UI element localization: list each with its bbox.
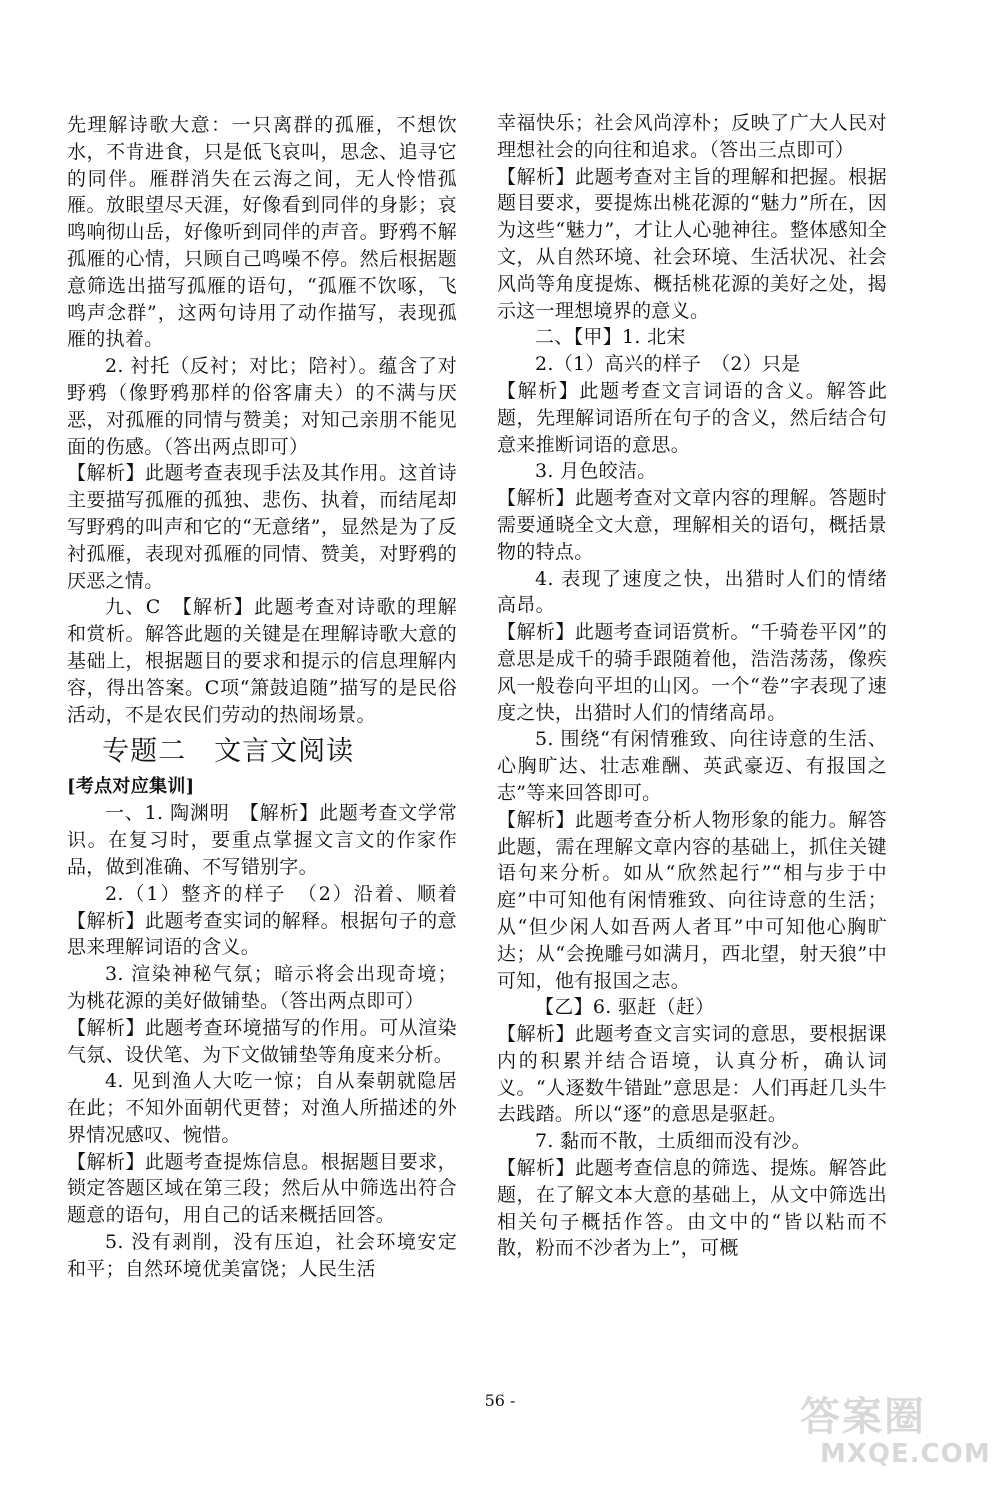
paragraph: 5. 没有剥削，没有压迫，社会环境安定和平；自然环境优美富饶；人民生活 bbox=[67, 1231, 457, 1280]
paragraph: 5. 围绕“有闲情雅致、向往诗意的生活、心胸旷达、壮志难酬、英武豪迈、有报国之志”等来回答即可。 bbox=[497, 728, 887, 804]
paragraph: 幸福快乐；社会风尚淳朴；反映了广大人民对理想社会的向往和追求。（答出三点即可） bbox=[497, 112, 887, 161]
paragraph: 4. 表现了速度之快，出猎时人们的情绪高昂。 bbox=[497, 567, 887, 617]
watermark-logo bbox=[800, 1395, 990, 1485]
paragraph: 4. 见到渔人大吃一惊；自从秦朝就隐居在此；不知外面朝代更替；对渔人所描述的外界情况感叹、惋惜。 bbox=[67, 1070, 457, 1146]
paragraph: 【解析】此题考查提炼信息。根据题目要求，锁定答题区域在第三段；然后从中筛选出符合题意的语句，用自己的话来概括回答。 bbox=[67, 1150, 457, 1227]
paragraph: 【解析】此题考查环境描写的作用。可从渲染气氛、设伏笔、为下文做铺垫等角度来分析。 bbox=[67, 1016, 457, 1066]
section-subtitle: [考点对应集训] bbox=[67, 776, 195, 798]
paragraph: 2. 衬托（反衬；对比；陪衬）。蕴含了对野鸦（像野鸦那样的俗客庸夫）的不满与厌恶，对孤雁的同情与赞美；对知己亲朋不能见面的伤感。（答出两点即可） bbox=[67, 355, 457, 458]
paragraph: 【解析】此题考查文言实词的意思，要根据课内的积累并结合语境，认真分析，确认词义。“人逐数牛错趾”意思是：人们再赶几头牛去践踏。所以“逐”的意思是驱赶。 bbox=[497, 1023, 887, 1126]
paragraph: 【解析】此题考查信息的筛选、提炼。解答此题，在了解文本大意的基础上，从文中筛选出相关句子概括作答。由文中的“皆以粘而不散，粉而不沙者为上”，可概 bbox=[497, 1157, 887, 1260]
paragraph: 3. 渲染神秘气氛；暗示将会出现奇境；为桃花源的美好做铺垫。（答出两点即可） bbox=[67, 963, 457, 1012]
paragraph: 先理解诗歌大意：一只离群的孤雁，不想饮水，不肯进食，只是低飞哀叫，思念、追寻它的同伴。雁群消失在云海之间，无人怜惜孤雁。放眼望尽天涯，好像看到同伴的身影；哀鸣响彻山岳，好像听到同伴的声音。野鸦不解孤雁的心情，只顾自己鸣噪不停。然后根据题意筛选出描写孤雁的语句，“孤雁不饮啄，飞鸣声念群”，这两句诗用了动作描写，表现孤雁的执着。 bbox=[67, 114, 457, 351]
left-column bbox=[67, 112, 477, 1283]
paragraph: 【乙】6. 驱赶（赶） bbox=[535, 996, 715, 1019]
paragraph: 【解析】此题考查文言词语的含义。解答此题，先理解词语所在句子的含义，然后结合句意来推断词语的意思。 bbox=[497, 379, 887, 456]
paragraph: 【解析】此题考查表现手法及其作用。这首诗主要描写孤雁的孤独、悲伤、执着，而结尾却写野鸦的叫声和它的“无意绪”，显然是为了反衬孤雁，表现对孤雁的同情、赞美，对野鸦的厌恶之情。 bbox=[67, 462, 457, 592]
paragraph: 二、【甲】1. 北宋 bbox=[535, 326, 686, 349]
paragraph: 【解析】此题考查分析人物形象的能力。解答此题，需在理解文章内容的基础上，抓住关键语句来分析。如从“欣然起行”“相与步于中庭”中可知他有闲情雅致、向往诗意的生活；从“但少闲人如吾两人者耳”中可知他心胸旷达；从“会挽雕弓如满月，西北望，射天狼”中可知，他有报国之志。 bbox=[497, 808, 887, 992]
paragraph: 【解析】此题考查词语赏析。“千骑卷平冈”的意思是成千的骑手跟随着他，浩浩荡荡，像疾风一般卷向平坦的山冈。一个“卷”字表现了速度之快，出猎时人们的情绪高昂。 bbox=[497, 621, 887, 724]
right-column bbox=[497, 110, 887, 1262]
paragraph: 九、C 【解析】此题考查对诗歌的理解和赏析。解答此题的关键是在理解诗歌大意的基础上，根据题目的要求和提示的信息理解内容，得出答案。C项“箫鼓追随”描写的是民俗活动，不是农民们劳动的热闹场景。 bbox=[67, 596, 457, 726]
paragraph: 【解析】此题考查对文章内容的理解。答题时需要通晓全文大意，理解相关的语句，概括景物的特点。 bbox=[497, 487, 887, 563]
page-number: 56 - bbox=[484, 1391, 516, 1410]
paragraph: 一、1. 陶渊明 【解析】此题考查文学常识。在复习时，要重点掌握文言文的作家作品，做到准确、不写错别字。 bbox=[67, 802, 457, 878]
watermark-text: 答案圈 bbox=[800, 1394, 926, 1440]
paragraph: 2.（1）高兴的样子 （2）只是 bbox=[535, 353, 801, 376]
paragraph: 7. 黏而不散，土质细而没有沙。 bbox=[535, 1130, 811, 1153]
paragraph: 2.（1）整齐的样子 （2）沿着、顺着 【解析】此题考查实词的解释。根据句子的意思来理解词语的含义。 bbox=[67, 882, 477, 959]
section-title: 专题二 文言文阅读 bbox=[102, 736, 355, 768]
paragraph: 3. 月色皎洁。 bbox=[535, 460, 657, 483]
watermark-url: MXQE.COM bbox=[820, 1439, 991, 1469]
paragraph: 【解析】此题考查对主旨的理解和把握。根据题目要求，要提炼出桃花源的“魅力”所在，因为这些“魅力”，才让人心驰神往。整体感知全文，从自然环境、社会环境、生活状况、社会风尚等角度提炼、概括桃花源的美好之处，揭示这一理想境界的意义。 bbox=[497, 165, 887, 322]
